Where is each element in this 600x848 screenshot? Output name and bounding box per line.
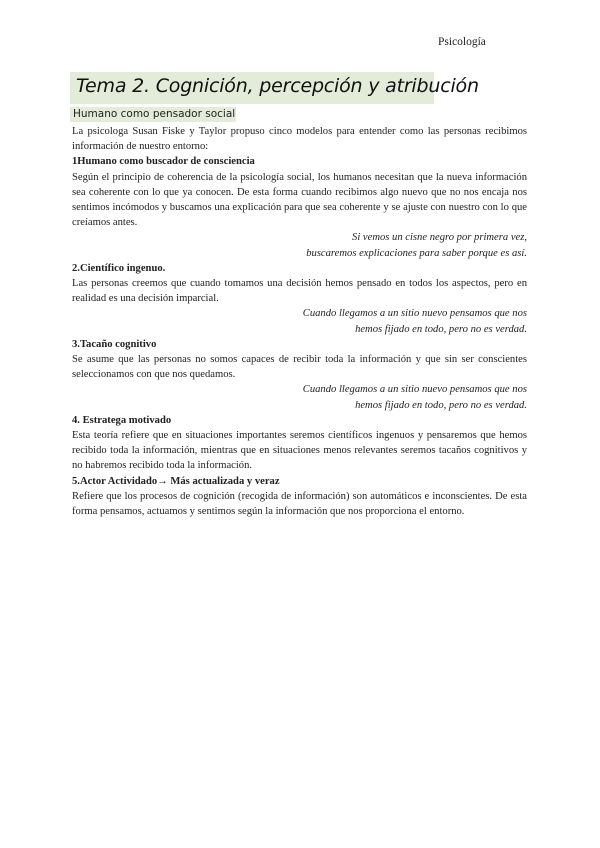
intro-paragraph: La psicologa Susan Fiske y Taylor propuso cinco modelos para entender como las personas recibimos información de nuestro entorno: xyxy=(72,126,527,153)
example-quote-line: hemos fijado en todo, pero no es verdad. xyxy=(355,399,527,411)
section-heading: 1Humano como buscador de consciencia xyxy=(72,156,255,168)
section-heading: 5.Actor Actividado→ Más actualizada y veraz xyxy=(72,475,280,487)
section-body: Las personas creemos que cuando tomamos una decisión hemos pensado en todos los aspectos, pero en realidad es una decisión imparcial. xyxy=(72,278,527,305)
header-subject: Psicología xyxy=(438,36,486,48)
page-title: Tema 2. Cognición, percepción y atribución xyxy=(76,75,479,97)
example-quote-line: Si vemos un cisne negro por primera vez, xyxy=(352,232,527,244)
section-heading: 4. Estratega motivado xyxy=(72,414,172,426)
example-quote-line: Cuando llegamos a un sitio nuevo pensamos que nos xyxy=(302,384,527,396)
section-body: Según el principio de coherencia de la psicología social, los humanos necesitan que la nueva información sea coherente con lo que ya conocen. De esta forma cuando recibimos algo nuevo que no nos encaja nos sentimos incómodos y buscamos una explicación para que sea coherente y se ajuste con nuestro con lo que creíamos antes. xyxy=(72,171,527,229)
example-quote-line: hemos fijado en todo, pero no es verdad. xyxy=(355,323,527,335)
page-subtitle: Humano como pensador social xyxy=(73,108,236,120)
section-body: Esta teoría refiere que en situaciones importantes seremos científicos ingenuos y pensaremos que hemos recibido toda la información, mientras que en situaciones menos relevantes seremos tacaños cognitivos y no habremos recibido toda la información. xyxy=(72,430,527,472)
section-body: Se asume que las personas no somos capaces de recibir toda la información y que sin ser conscientes seleccionamos con que nos quedamos. xyxy=(72,354,527,381)
example-quote-line: buscaremos explicaciones para saber porque es así. xyxy=(306,247,527,259)
section-heading: 2.Científico ingenuo. xyxy=(72,262,166,274)
document-body xyxy=(72,124,527,519)
section-body: Refiere que los procesos de cognición (recogida de información) son automáticos e inconscientes. De esta forma pensamos, actuamos y sentimos según la información que nos proporciona el entorno. xyxy=(72,490,527,518)
section-heading: 3.Tacaño cognitivo xyxy=(72,338,157,350)
example-quote-line: Cuando llegamos a un sitio nuevo pensamos que nos xyxy=(302,308,527,320)
